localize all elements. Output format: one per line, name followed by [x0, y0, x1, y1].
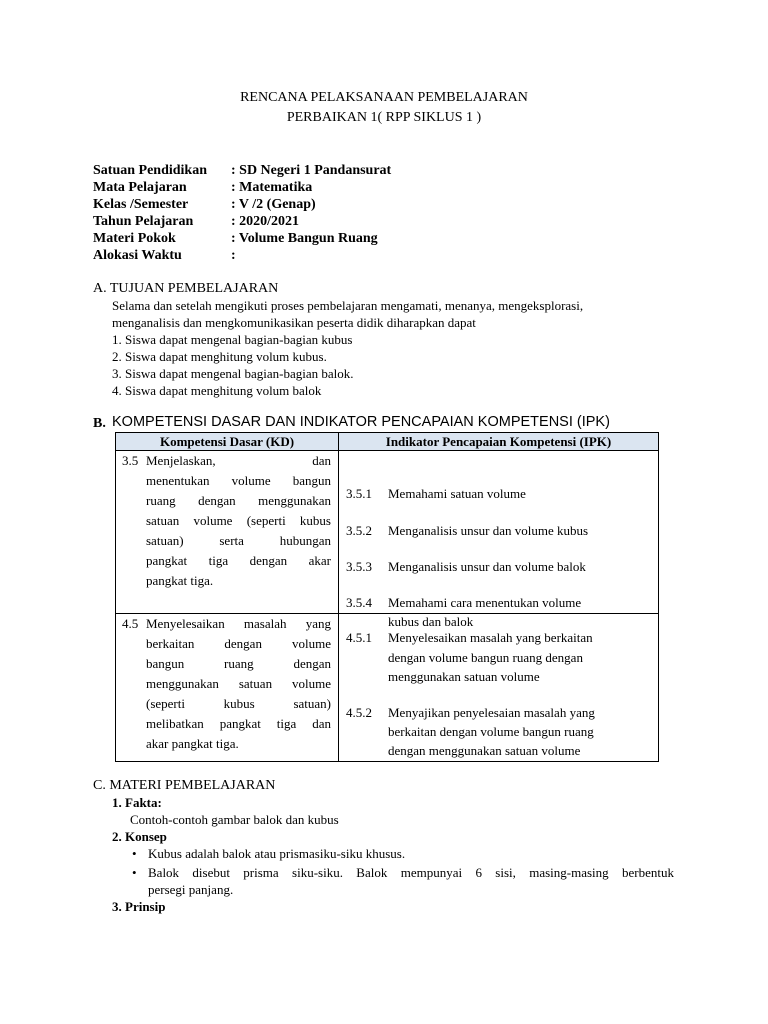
identity-value: : Matematika — [231, 180, 313, 195]
kd-ipk-table — [115, 432, 659, 762]
ipk-text: Memahami satuan volume — [388, 486, 526, 501]
ipk-cell — [339, 614, 659, 762]
kd-line: Menjelaskan, dan — [146, 453, 331, 468]
ipk-text: Menyelesaikan masalah yang berkaitan — [388, 630, 593, 645]
objective-item: 1. Siswa dapat mengenal bagian-bagian kubus — [112, 332, 353, 347]
ipk-number: 3.5.2 — [346, 523, 372, 538]
ipk-text: menggunakan satuan volume — [388, 669, 540, 684]
kd-number: 4.5 — [122, 616, 139, 631]
fakta-label: 1. Fakta: — [112, 795, 162, 810]
table-header-kd: Kompetensi Dasar (KD) — [116, 433, 339, 451]
kd-cell — [116, 614, 339, 762]
kd-line: (seperti kubus satuan) — [146, 696, 331, 711]
section-c-heading: C. MATERI PEMBELAJARAN — [93, 778, 276, 793]
identity-value: : V /2 (Genap) — [231, 197, 316, 212]
objective-item: 2. Siswa dapat menghitung volum kubus. — [112, 349, 327, 364]
ipk-text: Menyajikan penyelesaian masalah yang — [388, 705, 595, 720]
kd-line: bangun ruang dengan — [146, 656, 331, 671]
kd-line: satuan) serta hubungan — [146, 533, 331, 548]
identity-label: Tahun Pelajaran — [93, 214, 194, 229]
kd-line: berkaitan dengan volume — [146, 636, 331, 651]
ipk-text: Menganalisis unsur dan volume balok — [388, 559, 586, 574]
konsep-bullet: Kubus adalah balok atau prismasiku-siku khusus. — [148, 846, 406, 861]
bullet-icon: • — [132, 846, 137, 861]
identity-value: : — [231, 248, 236, 263]
identity-value: : Volume Bangun Ruang — [231, 231, 378, 246]
ipk-number: 4.5.1 — [346, 630, 372, 645]
ipk-number: 4.5.2 — [346, 705, 372, 720]
kd-line: menggunakan satuan volume — [146, 676, 331, 691]
kd-text — [146, 451, 331, 591]
section-a-heading: A. TUJUAN PEMBELAJARAN — [93, 281, 279, 296]
konsep-bullet-line: Balok disebut prisma siku-siku. Balok mempunyai 6 sisi, masing-masing berbentuk — [148, 865, 674, 880]
section-a-intro: Selama dan setelah mengikuti proses pembelajaran mengamati, menanya, mengeksplorasi, — [112, 298, 584, 313]
section-b-heading: KOMPETENSI DASAR DAN INDIKATOR PENCAPAIAN KOMPETENSI (IPK) — [112, 414, 610, 430]
ipk-number: 3.5.1 — [346, 486, 372, 501]
kd-line: Menyelesaikan masalah yang — [146, 616, 331, 631]
kd-line: satuan volume (seperti kubus — [146, 513, 331, 528]
table-header-ipk: Indikator Pencapaian Kompetensi (IPK) — [339, 433, 659, 451]
prinsip-label: 3. Prinsip — [112, 899, 166, 914]
objective-item: 4. Siswa dapat menghitung volum balok — [112, 383, 322, 398]
fakta-text: Contoh-contoh gambar balok dan kubus — [130, 812, 339, 827]
konsep-bullet-line: persegi panjang. — [148, 882, 234, 897]
section-b-letter: B. — [93, 416, 106, 431]
identity-value: : 2020/2021 — [231, 214, 300, 229]
doc-title: RENCANA PELAKSANAAN PEMBELAJARAN — [240, 90, 528, 105]
kd-line: melibatkan pangkat tiga dan — [146, 716, 331, 731]
ipk-number: 3.5.3 — [346, 559, 372, 574]
ipk-text: kubus dan balok — [388, 614, 474, 629]
ipk-cell — [339, 451, 659, 629]
ipk-number: 3.5.4 — [346, 595, 372, 610]
identity-label: Alokasi Waktu — [93, 248, 182, 263]
ipk-text: berkaitan dengan volume bangun ruang — [388, 724, 594, 739]
section-a-intro: menganalisis dan mengkomunikasikan peserta didik diharapkan dapat — [112, 315, 476, 330]
kd-line: pangkat tiga. — [146, 573, 214, 588]
identity-value: : SD Negeri 1 Pandansurat — [231, 163, 392, 178]
ipk-text: dengan menggunakan satuan volume — [388, 743, 581, 758]
doc-subtitle: PERBAIKAN 1( RPP SIKLUS 1 ) — [286, 110, 482, 125]
kd-line: pangkat tiga dengan akar — [146, 553, 331, 568]
identity-label: Mata Pelajaran — [93, 180, 187, 195]
kd-line: ruang dengan menggunakan — [146, 493, 331, 508]
konsep-label: 2. Konsep — [112, 829, 167, 844]
kd-text — [146, 614, 331, 754]
ipk-text: Menganalisis unsur dan volume kubus — [388, 523, 589, 538]
kd-line: akar pangkat tiga. — [146, 736, 239, 751]
kd-number: 3.5 — [122, 453, 139, 468]
identity-label: Materi Pokok — [93, 231, 176, 246]
kd-line: menentukan volume bangun — [146, 473, 331, 488]
ipk-text: dengan volume bangun ruang dengan — [388, 650, 583, 665]
objective-item: 3. Siswa dapat mengenal bagian-bagian balok. — [112, 366, 354, 381]
bullet-icon: • — [132, 865, 137, 880]
identity-label: Kelas /Semester — [93, 197, 189, 212]
kd-cell — [116, 451, 339, 614]
konsep-bullet — [148, 866, 674, 879]
ipk-text: Memahami cara menentukan volume — [388, 595, 582, 610]
identity-label: Satuan Pendidikan — [93, 163, 207, 178]
